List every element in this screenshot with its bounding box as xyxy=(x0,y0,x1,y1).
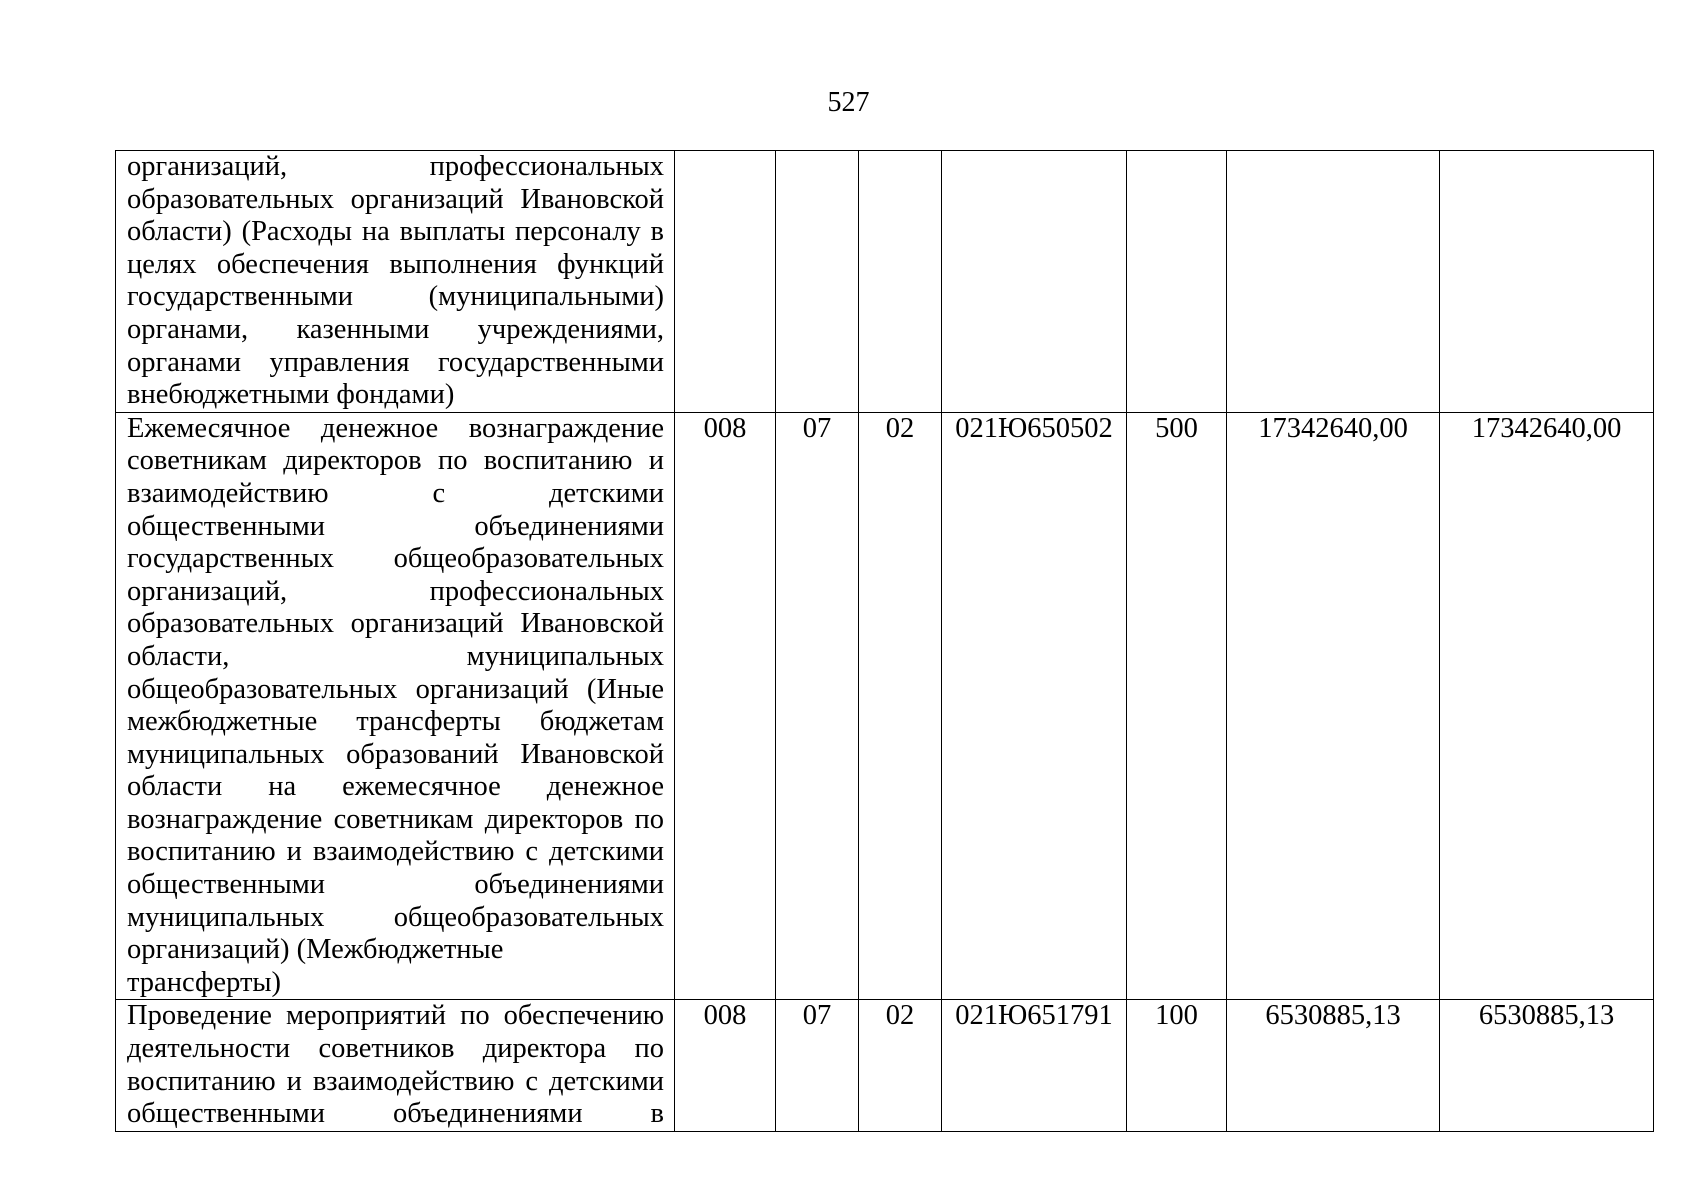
description-line: органами управления государственными xyxy=(127,346,664,378)
description-line: организаций, профессиональных xyxy=(127,151,664,182)
description-line: муниципальных общеобразовательных xyxy=(127,901,664,933)
budget-table xyxy=(115,150,1654,1132)
description-line: воспитанию и взаимодействию с детскими xyxy=(127,836,664,868)
description-line: области) (Расходы на выплаты персоналу в xyxy=(127,216,664,248)
expense-type-cell xyxy=(1127,151,1227,413)
target-article-cell xyxy=(942,151,1127,413)
page-number: 527 xyxy=(827,87,870,118)
table-body xyxy=(116,151,1654,1132)
subsection-code-cell: 02 xyxy=(859,1000,942,1131)
description-line: государственных общеобразовательных xyxy=(127,543,664,575)
description-line: муниципальных образований Ивановской xyxy=(127,738,664,770)
expense-type-cell: 100 xyxy=(1127,1000,1227,1131)
description-line: Проведение мероприятий по обеспечению xyxy=(127,1000,664,1032)
description-line: общественными объединениями xyxy=(127,510,664,542)
description-line: органами, казенными учреждениями, xyxy=(127,313,664,345)
subsection-code-cell: 02 xyxy=(859,412,942,1000)
description-line: образовательных организаций Ивановской xyxy=(127,608,664,640)
description-line: государственными (муниципальными) xyxy=(127,281,664,313)
description-line: взаимодействию с детскими xyxy=(127,477,664,509)
description-line: общественными объединениями в xyxy=(127,1098,664,1130)
table-row xyxy=(116,412,1654,1000)
table-row xyxy=(116,1000,1654,1131)
expense-type-cell: 500 xyxy=(1127,412,1227,1000)
description-line: вознаграждение советникам директоров по xyxy=(127,803,664,835)
amount-first-cell: 6530885,13 xyxy=(1227,1000,1440,1131)
section-code-cell: 07 xyxy=(776,412,859,1000)
section-code-cell xyxy=(776,151,859,413)
description-cell xyxy=(116,151,675,413)
ministry-code-cell: 008 xyxy=(675,1000,776,1131)
description-line: деятельности советников директора по xyxy=(127,1033,664,1065)
description-line: организаций, профессиональных xyxy=(127,575,664,607)
amount-second-cell: 6530885,13 xyxy=(1440,1000,1654,1131)
target-article-cell: 021Ю650502 xyxy=(942,412,1127,1000)
subsection-code-cell xyxy=(859,151,942,413)
description-line: межбюджетные трансферты бюджетам xyxy=(127,706,664,738)
amount-second-cell xyxy=(1440,151,1654,413)
amount-first-cell: 17342640,00 xyxy=(1227,412,1440,1000)
description-line: общественными объединениями xyxy=(127,869,664,901)
description-line: области, муниципальных xyxy=(127,640,664,672)
section-code-cell: 07 xyxy=(776,1000,859,1131)
description-line: Ежемесячное денежное вознаграждение xyxy=(127,412,664,444)
description-line: целях обеспечения выполнения функций xyxy=(127,248,664,280)
description-line: области на ежемесячное денежное xyxy=(127,771,664,803)
description-cell xyxy=(116,412,675,1000)
ministry-code-cell: 008 xyxy=(675,412,776,1000)
description-line: образовательных организаций Ивановской xyxy=(127,183,664,215)
description-line: советникам директоров по воспитанию и xyxy=(127,445,664,477)
amount-second-cell: 17342640,00 xyxy=(1440,412,1654,1000)
description-line: организаций) (Межбюджетные трансферты) xyxy=(127,934,504,998)
target-article-cell: 021Ю651791 xyxy=(942,1000,1127,1131)
description-line: внебюджетными фондами) xyxy=(127,379,455,411)
table-row xyxy=(116,151,1654,413)
ministry-code-cell xyxy=(675,151,776,413)
description-line: общеобразовательных организаций (Иные xyxy=(127,673,664,705)
amount-first-cell xyxy=(1227,151,1440,413)
description-line: воспитанию и взаимодействию с детскими xyxy=(127,1065,664,1097)
description-cell xyxy=(116,1000,675,1131)
